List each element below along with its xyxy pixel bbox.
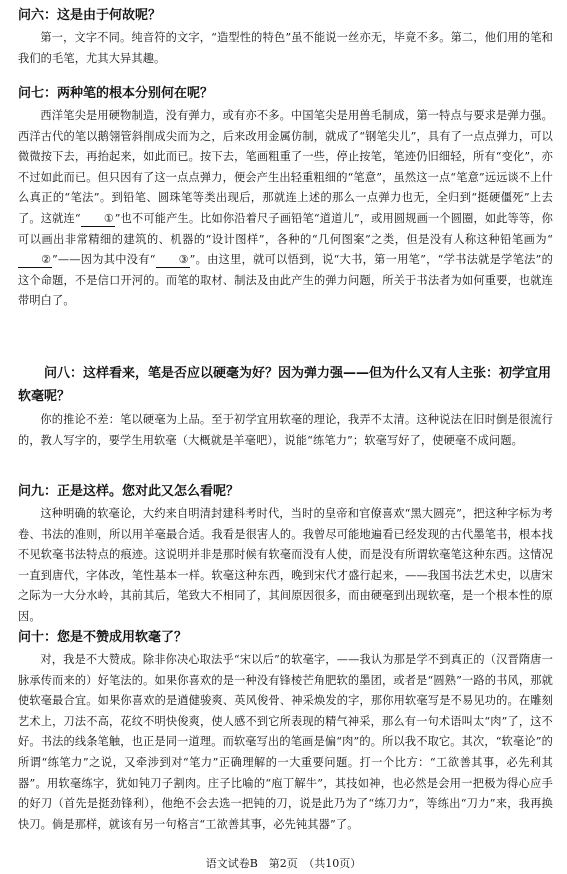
answer-9: 这种明确的软毫论，大约来自明清封建科考时代，当时的皇帝和官僚喜欢“黑大圆亮”，把这种字标为考卷、书法的准则，所以用羊毫最合适。我看是很害人的。我曾尽可能地遍看已经发现的古代墨笔书，根本找不见软毫书法特点的痕迹。这说明并非是那时候有软毫而没有人使，而是没有所谓软毫笔这种东西。这情况一直到唐代，字体改，笔性基本一样。软毫这种东西，晚到宋代才盛行起来，——我国书法艺术史，以唐宋之际为一大分水岭，其前其后，笔致大不相同了，其间原因很多，而由硬毫到出现软毫，是一个根本性的原因。: [18, 507, 553, 623]
answer-7-part3: ”——因为其中没有“: [52, 253, 156, 267]
question-6: 问六：这是由于何故呢？: [18, 8, 162, 23]
question-9: 问九：正是这样。您对此又怎么看呢？: [18, 484, 240, 499]
answer-7: [18, 106, 553, 312]
answer-7-part1: 西洋笔尖是用硬物制造，没有弹力，或有亦不多。中国笔尖是用兽毛制成，第一特点与要求是弹力强。西洋古代的笔以鹅翎管斜削成尖而为之，后来改用金属仿制，就成了“钢笔尖儿”，具有了一点点弹力，可以微微按下去，再抬起来，如此而已。按下去，笔画粗重了一些，停止按笔，笔迹仍旧细轻，所有“变化”，亦不过如此而已。但只因有了这一点点弹力，便会产生出轻重粗细的“笔意”，虽然这一点“笔意”远远谈不上什么真正的“笔法”。到铅笔、圆珠笔等类出现后，那就连上述的那么一点弹力也无，全归到“挺硬僵死”上去了。这就连“: [18, 109, 553, 225]
blank-3: ③: [156, 253, 190, 268]
question-7: 问七：两种笔的根本分别何在呢？: [18, 86, 214, 101]
page-footer: 语文试卷B 第2页 （共10页）: [205, 857, 362, 870]
question-8: 问八：这样看来，笔是否应以硬毫为好？因为弹力强——但为什么又有人主张：初学宜用软毫呢？: [18, 366, 552, 404]
blank-2: ②: [18, 253, 52, 268]
answer-8: 你的推论不差：笔以硬毫为上品。至于初学宜用软毫的理论，我弄不太清。这种说法在旧时倒是很流行的，教人写字的，要学生用软毫（大概就是羊毫吧），说能“练笔力”；软毫写好了，使硬毫不成问题。: [18, 413, 553, 447]
answer-10: 对，我是不大赞成。除非你决心取法乎“宋以后”的软毫字，——我认为那是学不到真正的（汉晋隋唐一脉承传而来的）好笔法的。如果你喜欢的是一种没有锋棱芒角肥软的墨团，或者是“圆熟”一路的书风，那就使软毫最合宜。如果你喜欢的是遒健骏爽、英风俊骨、神采焕发的字，那你用软毫写是不易见功的。在雕刻艺术上，刀法不高，花纹不明快俊爽，使人感不到它所表现的精气神采，那么有一句术语叫太“肉”了，这不好。书法的线条笔触，也正是同一道理。而软毫写出的笔画是偏“肉”的。所以我不取它。其次，“软毫论”的所谓“练笔力”之说，又牵涉到对“笔力”正确理解的一大重要问题。打一个比方：“工欲善其事，必先利其器”。用软毫练字，犹如钝刀子割肉。庄子比喻的“庖丁解牛”，其技如神，也必然是会用一把极为得心应手的好刀（首先是挺劲锋利），他绝不会去选一把钝的刀，说是此乃为了“练刀力”，等练出“刀力”来，我再换快刀。倘是那样，就该有另一句格言“工欲善其事，必先钝其器”了。: [18, 653, 553, 831]
answer-7-part2: ”也不可能产生。比如你沿着尺子画铅笔“道道儿”，或用圆规画一个圆圈，如此等等，你可以画出非常精细的建筑的、机器的“设计图样”，各种的“几何图案”之类，但是没有人称这种铅笔画为“: [18, 211, 553, 246]
question-10: 问十：您是不赞成用软毫了？: [18, 630, 188, 645]
answer-7-part4: ”。由这里，就可以悟到，说“大书，第一用笔”，“学书法就是学笔法”的这个命题，不是信口开河的。而笔的取材、制法及由此产生的弹力问题，所关于书法者为如何重要，也就连带明白了。: [18, 253, 553, 308]
blank-1: ①: [81, 212, 115, 227]
answer-6: 第一，文字不同。纯音符的文字，“造型性的特色”虽不能说一丝亦无，毕竟不多。第二，他们用的笔和我们的毛笔，尤其大异其趣。: [18, 31, 553, 65]
